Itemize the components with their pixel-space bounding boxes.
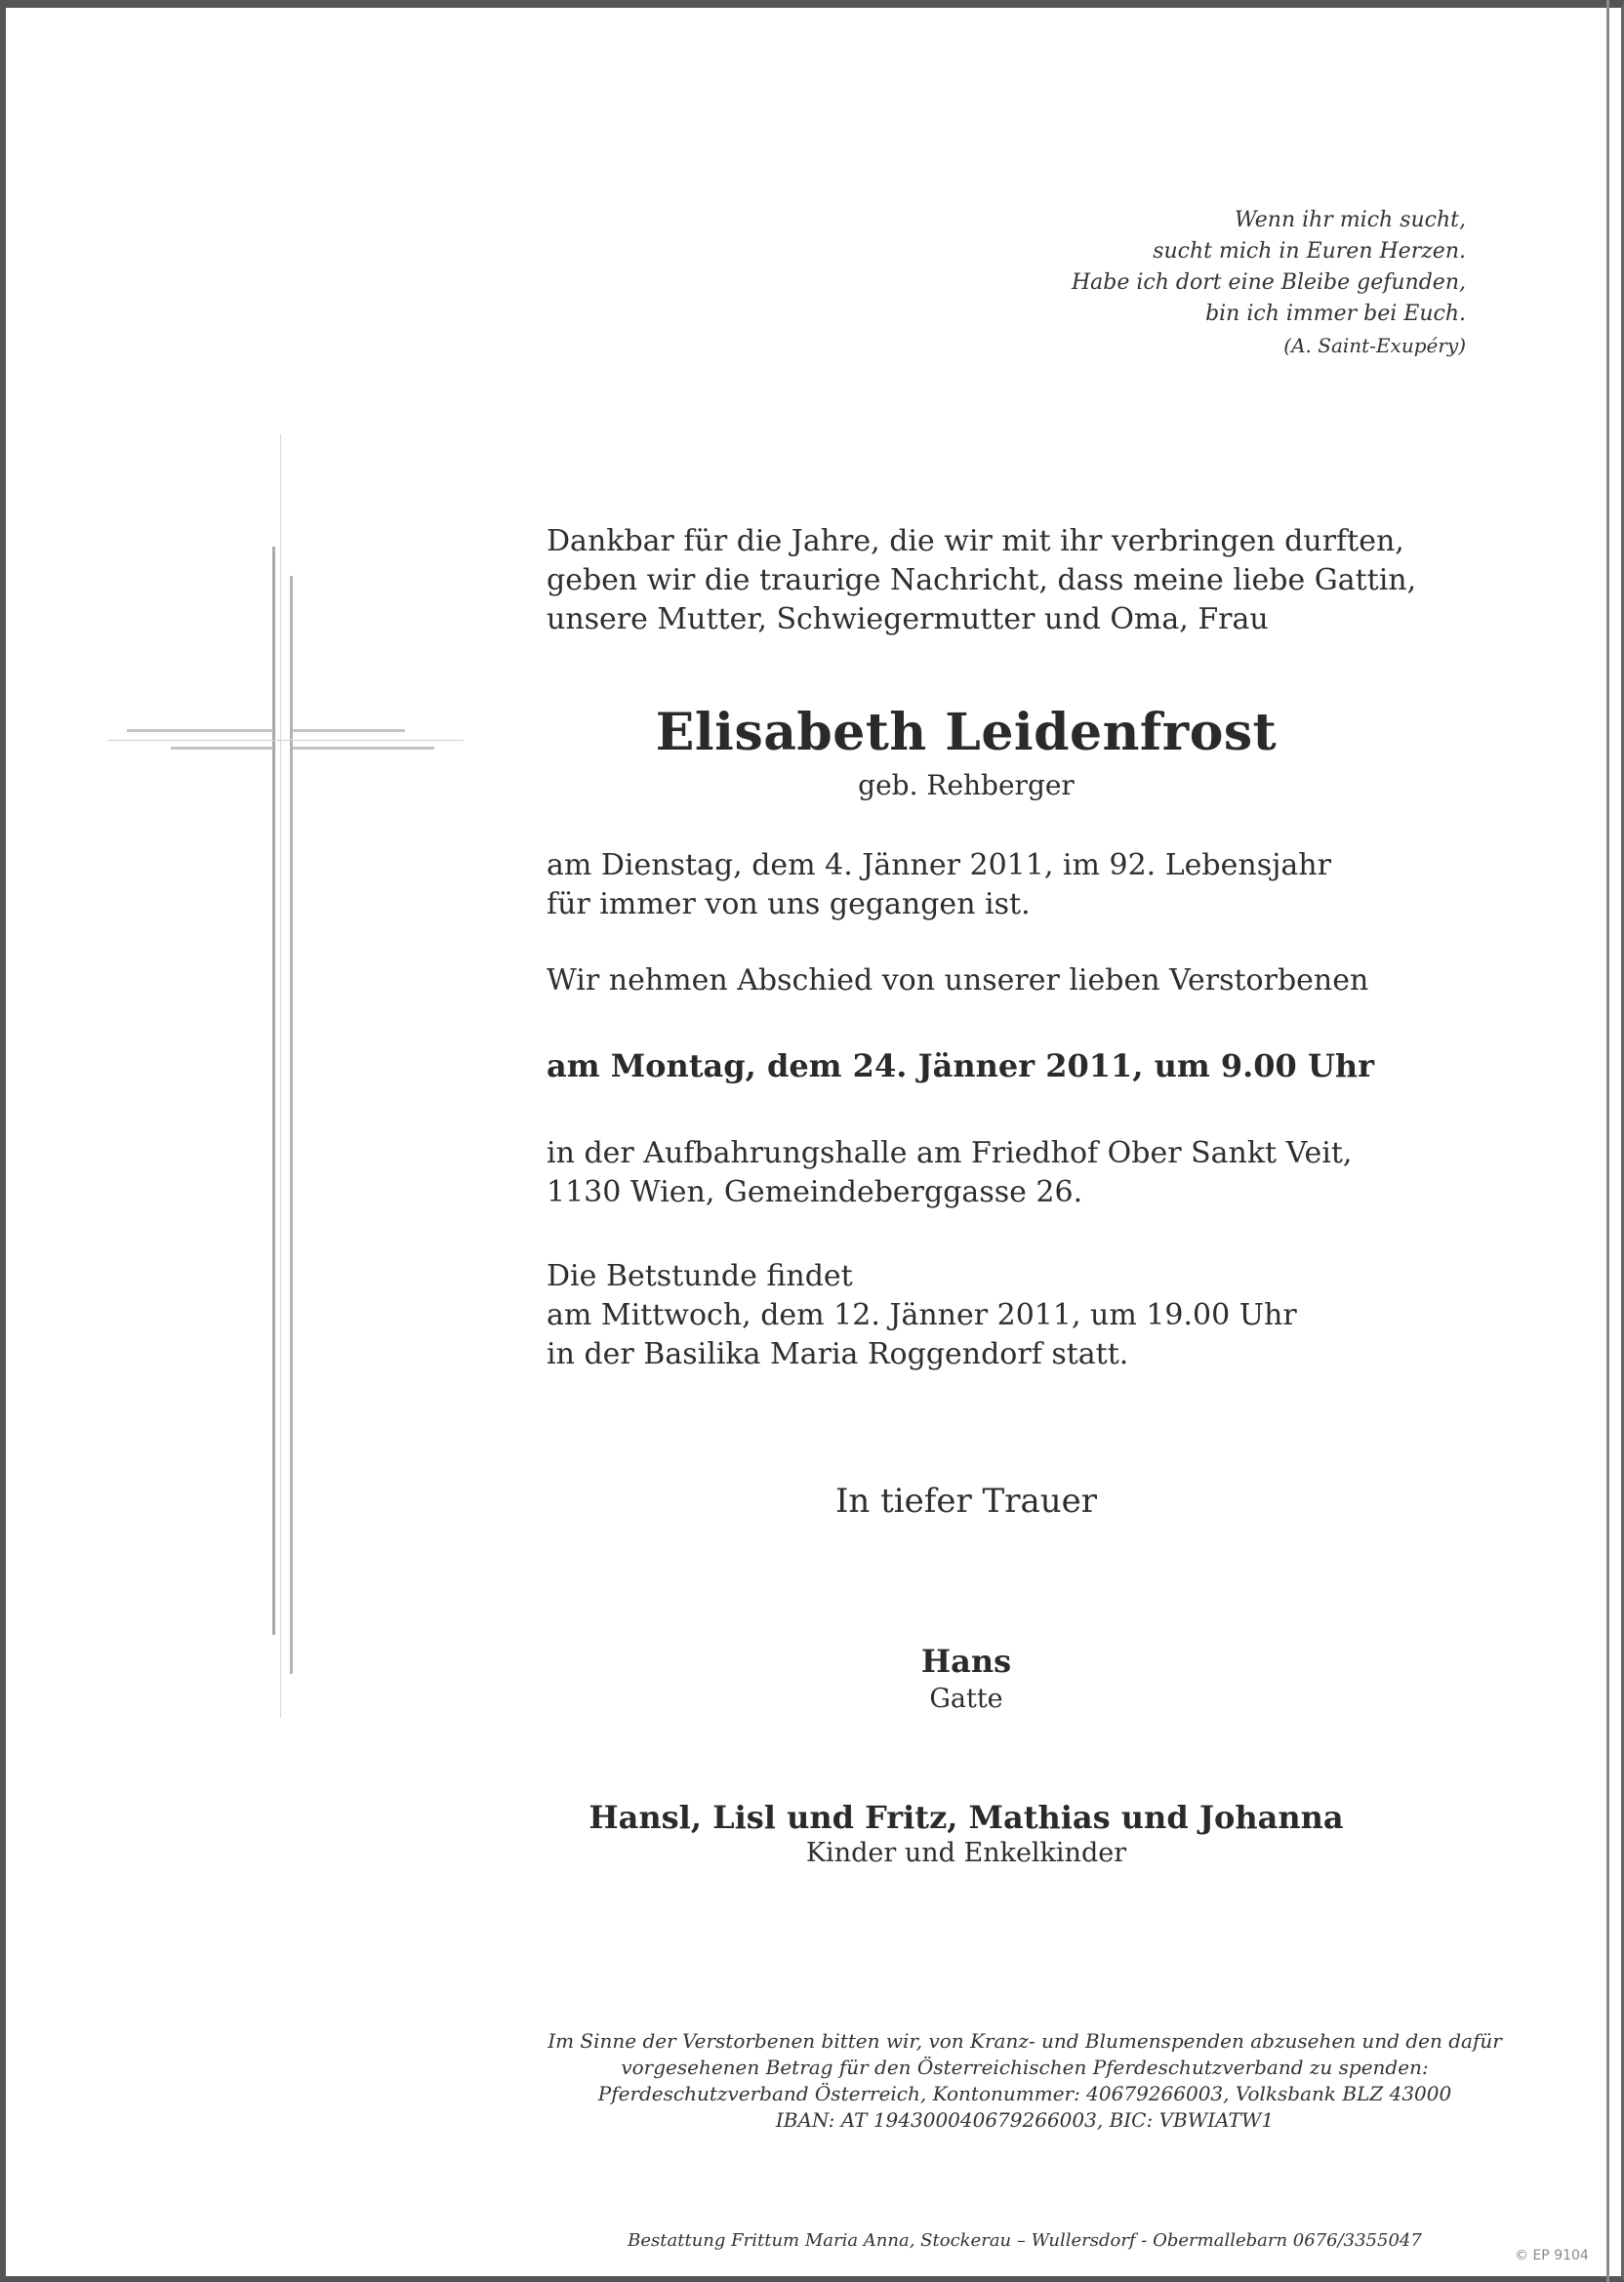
- publisher-info: Bestattung Frittum Maria Anna, Stockerau – Wullersdorf - Obermallebarn 0676/3355047: [628, 2230, 1422, 2251]
- intro-line: geben wir die traurige Nachricht, dass meine liebe Gattin,: [547, 563, 1417, 597]
- mourner-name: Hans: [920, 1643, 1012, 1680]
- death-info-line: für immer von uns gegangen ist.: [547, 887, 1031, 921]
- prayer-line: in der Basilika Maria Roggendorf statt.: [547, 1337, 1129, 1371]
- prayer-line: am Mittwoch, dem 12. Jänner 2011, um 19.00 Uhr: [547, 1298, 1297, 1332]
- death-info-line: am Dienstag, dem 4. Jänner 2011, im 92. Lebensjahr: [547, 848, 1331, 882]
- mourner-relation: Gatte: [929, 1684, 1003, 1714]
- intro-text: [547, 522, 1483, 639]
- epigraph-quote: [880, 205, 1466, 361]
- intro-line: unsere Mutter, Schwiegermutter und Oma, Frau: [547, 602, 1269, 636]
- maiden-name: geb. Rehberger: [858, 769, 1075, 801]
- intro-line: Dankbar für die Jahre, die wir mit ihr verbringen durften,: [547, 524, 1404, 558]
- donation-line: vorgesehenen Betrag für den Österreichischen Pferdeschutzverband zu spenden:: [621, 2056, 1429, 2079]
- farewell-intro: Wir nehmen Abschied von unserer lieben Verstorbenen: [547, 963, 1369, 998]
- location-line: 1130 Wien, Gemeindeberggasse 26.: [547, 1175, 1083, 1209]
- mourner-name: Hansl, Lisl und Fritz, Mathias und Johanna: [589, 1799, 1344, 1836]
- right-edge-line: [1606, 0, 1609, 2282]
- location-line: in der Aufbahrungshalle am Friedhof Ober Sankt Veit,: [547, 1136, 1353, 1170]
- mourner-relation: Kinder und Enkelkinder: [805, 1838, 1127, 1868]
- donation-line: Pferdeschutzverband Österreich, Kontonummer: 40679266003, Volksbank BLZ 43000: [597, 2082, 1452, 2105]
- quote-line: Wenn ihr mich sucht,: [1234, 208, 1466, 232]
- donation-note: [508, 2028, 1542, 2134]
- donation-line: Im Sinne der Verstorbenen bitten wir, von Kranz- und Blumenspenden abzusehen und den dafür: [548, 2029, 1502, 2053]
- farewell-date: am Montag, dem 24. Jänner 2011, um 9.00 Uhr: [547, 1047, 1374, 1084]
- quote-line: sucht mich in Euren Herzen.: [1153, 239, 1466, 264]
- location: [547, 1134, 1483, 1212]
- mourning-heading: In tiefer Trauer: [834, 1482, 1098, 1521]
- prayer-info: [547, 1257, 1483, 1374]
- death-info: [547, 846, 1483, 924]
- deceased-name: Elisabeth Leidenfrost: [655, 703, 1278, 762]
- donation-line: IBAN: AT 194300040679266003, BIC: VBWIATW1: [775, 2108, 1275, 2132]
- document-code: © EP 9104: [1515, 2248, 1589, 2263]
- quote-line: bin ich immer bei Euch.: [1205, 302, 1466, 326]
- prayer-line: Die Betstunde findet: [547, 1259, 853, 1293]
- quote-line: Habe ich dort eine Bleibe gefunden,: [1071, 270, 1466, 295]
- quote-author: (A. Saint-Exupéry): [1283, 334, 1466, 357]
